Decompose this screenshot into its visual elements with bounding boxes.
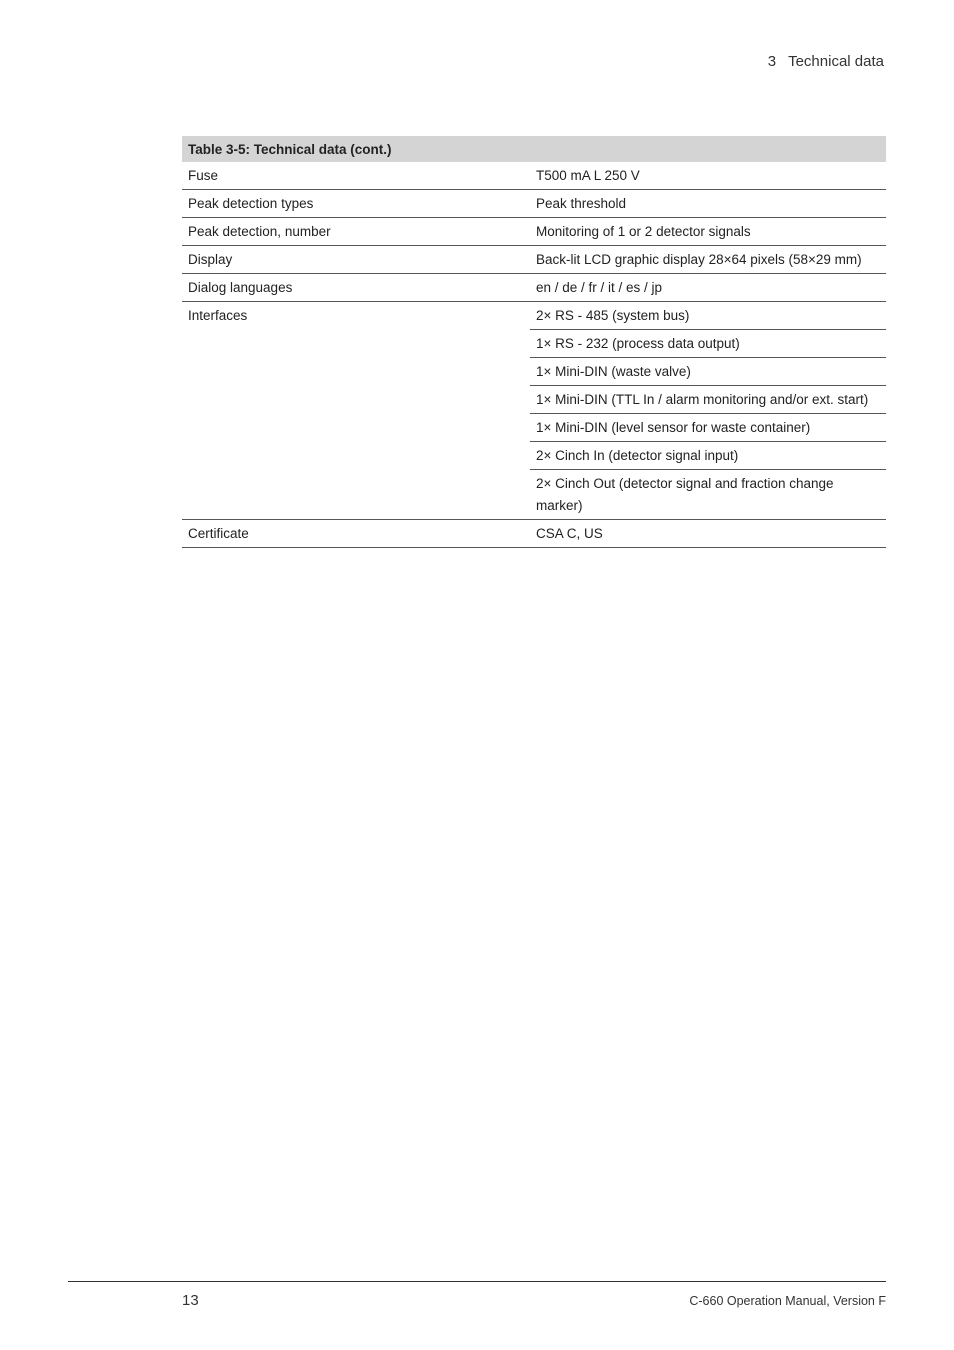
- spec-value: en / de / fr / it / es / jp: [530, 274, 886, 302]
- chapter-title: Technical data: [788, 53, 884, 70]
- spec-label: Peak detection, number: [182, 218, 530, 246]
- spec-label: Interfaces: [182, 302, 530, 520]
- table-caption: Table 3-5: Technical data (cont.): [182, 136, 886, 162]
- spec-value: 1× RS - 232 (process data output): [530, 330, 886, 358]
- spec-label: Dialog languages: [182, 274, 530, 302]
- chapter-number: 3: [767, 53, 777, 70]
- running-header: [768, 53, 884, 70]
- spec-label: Certificate: [182, 520, 530, 548]
- page-number: 13: [182, 1292, 199, 1309]
- table-row: [182, 218, 886, 246]
- spec-value: 1× Mini-DIN (waste valve): [530, 358, 886, 386]
- spec-value: T500 mA L 250 V: [530, 162, 886, 190]
- footer-document-title: C-660 Operation Manual, Version F: [689, 1294, 886, 1308]
- table-body: [182, 162, 886, 548]
- spec-value: Back-lit LCD graphic display 28×64 pixels (58×29 mm): [530, 246, 886, 274]
- spec-value: 1× Mini-DIN (TTL In / alarm monitoring and/or ext. start): [530, 386, 886, 414]
- spec-label: Display: [182, 246, 530, 274]
- table-row: [182, 246, 886, 274]
- spec-value: 1× Mini-DIN (level sensor for waste container): [530, 414, 886, 442]
- table-row: [182, 274, 886, 302]
- spec-value: Monitoring of 1 or 2 detector signals: [530, 218, 886, 246]
- footer-rule: [68, 1281, 886, 1282]
- table-row: [182, 302, 886, 330]
- spec-value: Peak threshold: [530, 190, 886, 218]
- spec-value: 2× RS - 485 (system bus): [530, 302, 886, 330]
- spec-label: Fuse: [182, 162, 530, 190]
- table-row: [182, 162, 886, 190]
- table-row: [182, 520, 886, 548]
- technical-data-table: [182, 136, 886, 548]
- spec-value: CSA C, US: [530, 520, 886, 548]
- spec-label: Peak detection types: [182, 190, 530, 218]
- table-row: [182, 190, 886, 218]
- spec-value: 2× Cinch Out (detector signal and fraction change marker): [530, 470, 886, 520]
- spec-value: 2× Cinch In (detector signal input): [530, 442, 886, 470]
